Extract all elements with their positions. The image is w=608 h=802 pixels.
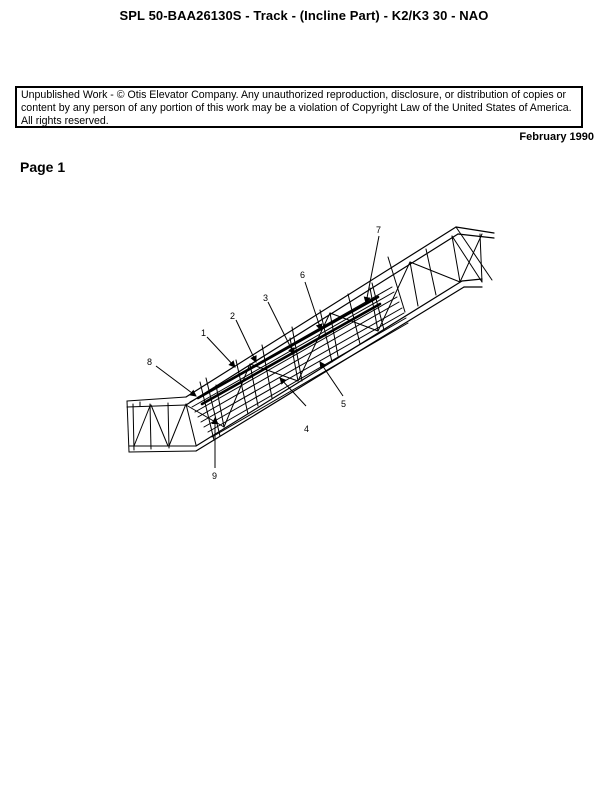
callout-7: 7 bbox=[376, 225, 382, 235]
leader-7 bbox=[366, 236, 379, 303]
callout-2: 2 bbox=[230, 311, 236, 321]
leader-6 bbox=[305, 282, 321, 330]
callout-3: 3 bbox=[263, 293, 269, 303]
leader-3 bbox=[268, 302, 294, 354]
callout-leaders bbox=[156, 236, 379, 468]
incline-bottom-chords bbox=[196, 279, 482, 451]
callout-4: 4 bbox=[304, 424, 310, 434]
document-date: February 1990 bbox=[519, 131, 594, 143]
track-cross-ties bbox=[200, 283, 384, 440]
callout-9: 9 bbox=[212, 471, 218, 481]
document-title: SPL 50-BAA26130S - Track - (Incline Part) - K2/K3 30 - NAO bbox=[119, 8, 489, 23]
copyright-notice-text: Unpublished Work - © Otis Elevator Company. Any unauthorized reproduction, disclosure, or distribution of copies or content by any person of any portion of this work may be a violation of Copyright Law of the United States of America. All rights reserved. bbox=[21, 89, 572, 127]
leader-1 bbox=[207, 337, 235, 367]
leader-8 bbox=[156, 366, 196, 396]
page-label: Page 1 bbox=[20, 159, 66, 175]
track-rails bbox=[190, 287, 408, 437]
callout-5: 5 bbox=[341, 399, 347, 409]
truss-structure bbox=[127, 227, 494, 452]
callout-8: 8 bbox=[147, 357, 153, 367]
callout-6: 6 bbox=[300, 270, 306, 280]
callout-1: 1 bbox=[201, 328, 207, 338]
leader-2 bbox=[236, 320, 256, 362]
